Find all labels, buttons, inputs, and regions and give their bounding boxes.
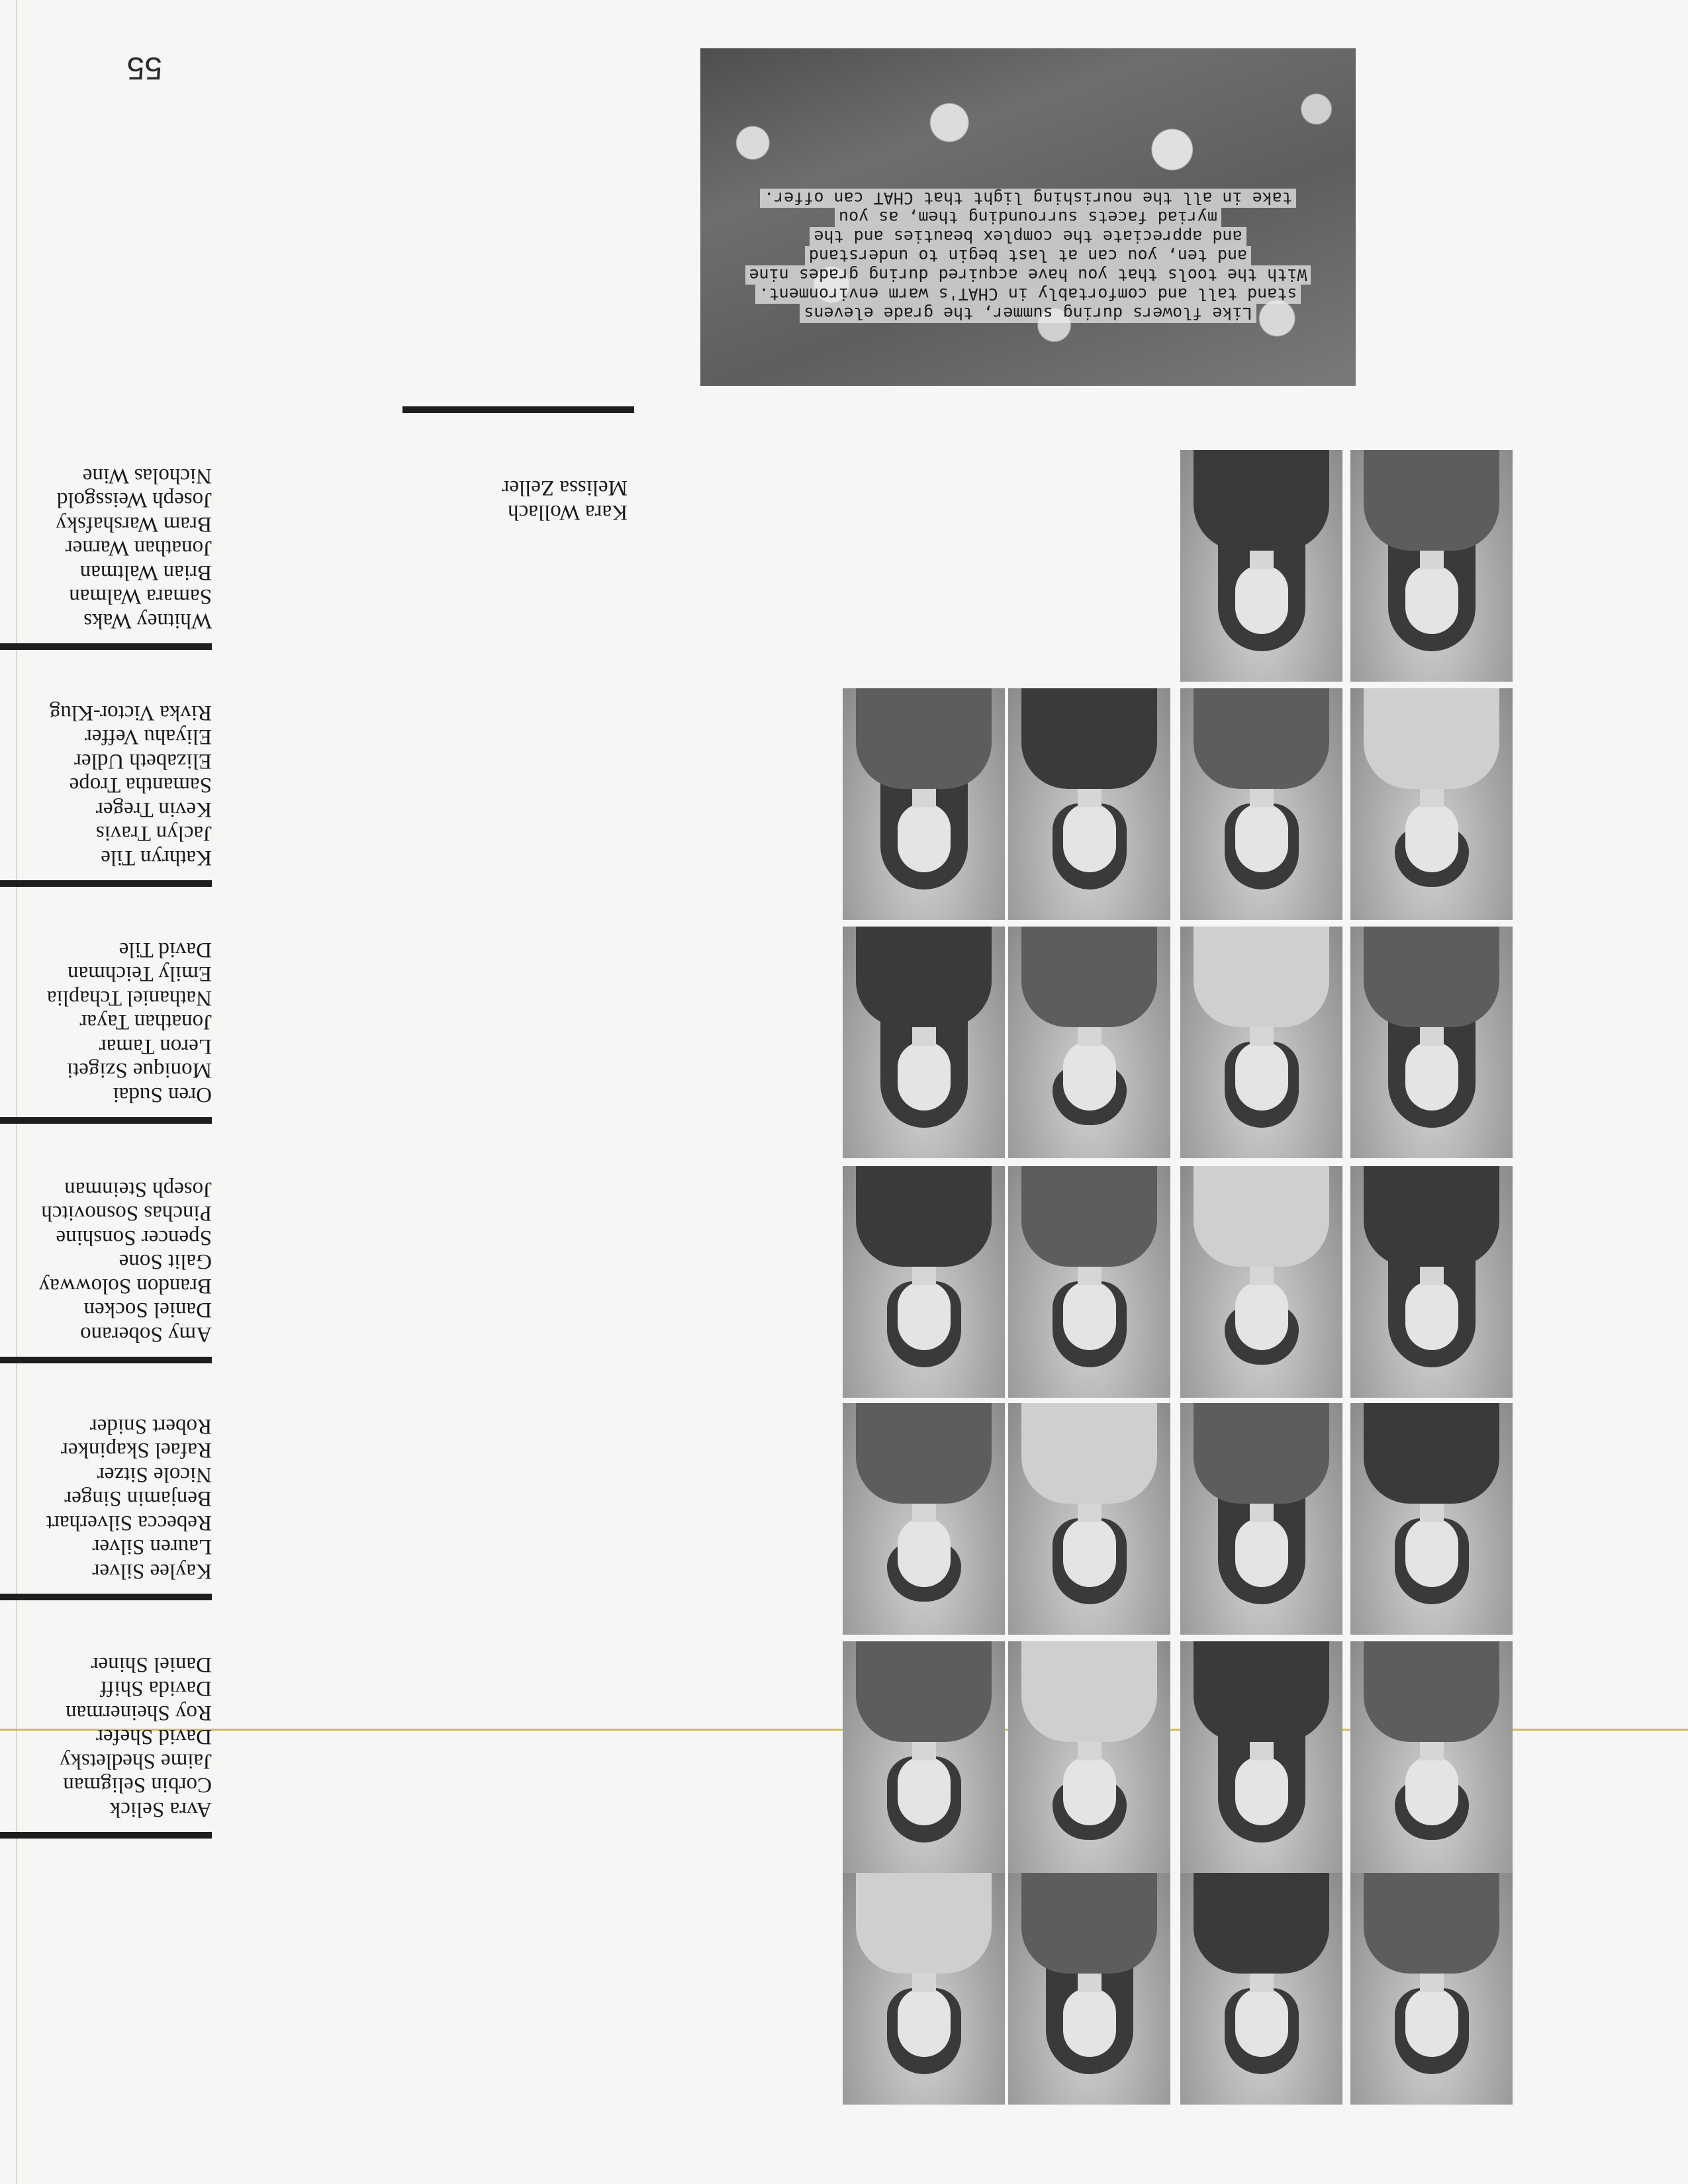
student-portrait — [1350, 1873, 1513, 2105]
portrait-face — [898, 1042, 951, 1111]
student-name: Joseph Weissgold — [56, 488, 212, 512]
student-name: Avra Selick — [109, 1797, 212, 1821]
student-name: Benjamin Singer — [64, 1486, 212, 1511]
student-portrait — [1180, 688, 1342, 920]
student-name: Daniel Socken — [83, 1298, 212, 1322]
student-name: Kaylee Silver — [92, 1559, 212, 1583]
portrait-body — [1194, 1873, 1329, 1974]
student-name: Rivka Victor-Klug — [49, 701, 212, 725]
student-portrait — [1008, 688, 1170, 920]
portrait-body — [1021, 1403, 1157, 1504]
portrait-face — [1405, 1281, 1458, 1350]
portrait-body — [1194, 1641, 1329, 1742]
student-name: Bram Warshafsky — [56, 512, 212, 536]
portrait-face — [1235, 803, 1288, 872]
portrait-face — [1063, 1281, 1116, 1350]
caption-text — [720, 189, 1336, 323]
portrait-face — [1235, 1042, 1288, 1111]
student-name: Rafael Skapinker — [60, 1438, 212, 1463]
portrait-face — [898, 1518, 951, 1587]
student-portrait — [1180, 450, 1342, 682]
portrait-face — [1063, 1518, 1116, 1587]
student-portrait — [1008, 1166, 1170, 1398]
student-portrait — [843, 688, 1005, 920]
portrait-face — [1405, 803, 1458, 872]
student-portrait — [1180, 1873, 1342, 2105]
student-name: Jonathan Warner — [65, 536, 212, 561]
student-name: Lauren Silver — [92, 1535, 212, 1559]
student-name: Davida Shiff — [100, 1676, 212, 1701]
portrait-face — [1063, 1042, 1116, 1111]
student-name: Jonathan Tayar — [79, 1010, 212, 1034]
caption-line: take in all the nourishing light that CHAT can offer. — [760, 189, 1296, 208]
portrait-body — [856, 1641, 992, 1742]
student-portrait — [843, 927, 1005, 1158]
student-name: Galit Sone — [118, 1250, 212, 1274]
name-list-5 — [50, 701, 212, 870]
student-portrait — [1008, 927, 1170, 1158]
portrait-body — [1364, 927, 1499, 1027]
student-name: Kevin Treger — [95, 797, 212, 821]
name-block-divider — [0, 1117, 212, 1124]
student-name: Pinchas Sosnovitch — [41, 1201, 212, 1226]
student-name: Corbin Seligman — [63, 1773, 212, 1797]
portrait-body — [856, 1403, 992, 1504]
student-portrait — [1350, 1641, 1513, 1873]
name-list-2 — [46, 1414, 212, 1584]
portrait-face — [898, 1756, 951, 1825]
student-portrait — [1350, 450, 1513, 682]
student-name: Elizabeth Udler — [74, 749, 212, 773]
name-list-4 — [47, 938, 212, 1107]
name-list-1 — [60, 1653, 212, 1822]
student-name: Robert Snider — [89, 1414, 212, 1438]
portrait-face — [1405, 1042, 1458, 1111]
student-portrait — [843, 1403, 1005, 1635]
student-name: Kathryn Tile — [101, 846, 212, 870]
caption-line: and ten, you can at last begin to understand — [805, 246, 1251, 265]
student-portrait — [843, 1873, 1005, 2105]
caption-line: myriad facets surrounding them, as you — [835, 208, 1221, 227]
student-name: Monique Szigeti — [66, 1058, 212, 1083]
portrait-body — [1194, 1166, 1329, 1267]
student-portrait — [1180, 1641, 1342, 1873]
student-name: Kara Wollach — [508, 500, 628, 524]
portrait-face — [1063, 1756, 1116, 1825]
daffodil-photo-caption — [700, 48, 1356, 386]
student-portrait — [1180, 927, 1342, 1158]
page-edge — [16, 0, 17, 2184]
portrait-face — [898, 1988, 951, 2057]
portrait-face — [1063, 803, 1116, 872]
student-name: Roy Sheinerman — [66, 1701, 212, 1725]
name-list-7 — [502, 476, 628, 524]
portrait-body — [856, 1166, 992, 1267]
portrait-face — [1063, 1988, 1116, 2057]
student-name: Oren Sudai — [113, 1083, 212, 1107]
student-portrait — [1350, 1403, 1513, 1635]
student-name: Nathaniel Tchaplia — [46, 986, 212, 1010]
portrait-body — [856, 927, 992, 1027]
student-portrait — [843, 1166, 1005, 1398]
portrait-face — [1405, 1756, 1458, 1825]
student-name: Melissa Zeller — [502, 476, 628, 500]
name-list-3 — [39, 1177, 212, 1347]
caption-line: stand tall and comfortably in CHAT's warm environment. — [755, 285, 1301, 304]
student-portrait — [1008, 1403, 1170, 1635]
portrait-body — [1021, 1873, 1157, 1974]
student-name: Nicole Sitzer — [97, 1463, 212, 1486]
portrait-body — [1364, 1641, 1499, 1742]
student-name: David Shefer — [95, 1725, 212, 1749]
name-block-divider — [402, 406, 634, 413]
portrait-body — [1194, 688, 1329, 789]
name-list-6 — [56, 464, 212, 633]
student-portrait — [1008, 1873, 1170, 2105]
student-name: Rebecca Silverhart — [46, 1511, 212, 1535]
portrait-body — [856, 1873, 992, 1974]
student-name: Jaclyn Travis — [95, 821, 212, 846]
name-block-divider — [0, 643, 212, 650]
student-portrait — [1350, 927, 1513, 1158]
student-name: Emily Teichman — [68, 962, 212, 986]
portrait-body — [1194, 927, 1329, 1027]
student-name: Joseph Steinman — [64, 1177, 212, 1201]
student-name: Samantha Trope — [69, 773, 212, 797]
portrait-body — [1364, 1166, 1499, 1267]
portrait-body — [1021, 1641, 1157, 1742]
name-block-divider — [0, 1357, 212, 1363]
portrait-body — [1194, 450, 1329, 551]
caption-line: Like flowers during summer, the grade elevens — [800, 304, 1256, 323]
name-block-divider — [0, 1832, 212, 1839]
student-portrait — [1008, 1641, 1170, 1873]
portrait-face — [1405, 1518, 1458, 1587]
student-name: David Tile — [118, 938, 212, 962]
portrait-face — [1235, 1756, 1288, 1825]
portrait-body — [1021, 1166, 1157, 1267]
student-portrait — [1350, 688, 1513, 920]
student-name: Whitney Waks — [83, 609, 212, 633]
portrait-body — [1364, 1873, 1499, 1974]
student-name: Jaime Shedletsky — [59, 1749, 212, 1773]
student-portrait — [1180, 1166, 1342, 1398]
student-name: Leron Tamar — [99, 1034, 212, 1058]
portrait-body — [856, 688, 992, 789]
student-name: Brandon Solowway — [38, 1274, 212, 1298]
portrait-body — [1364, 450, 1499, 551]
name-block-divider — [0, 1594, 212, 1600]
portrait-body — [1194, 1403, 1329, 1504]
portrait-face — [1405, 1988, 1458, 2057]
caption-line: With the tools that you have acquired during grades nine — [745, 265, 1311, 285]
student-name: Samara Walman — [69, 584, 212, 609]
student-name: Spencer Sonshine — [56, 1226, 212, 1250]
student-name: Eliyahu Veffer — [84, 725, 212, 749]
student-name: Daniel Shiner — [91, 1653, 212, 1676]
portrait-face — [1235, 565, 1288, 634]
portrait-body — [1364, 688, 1499, 789]
student-name: Amy Soberano — [80, 1322, 212, 1346]
student-name: Nicholas Wine — [82, 464, 212, 488]
portrait-body — [1021, 688, 1157, 789]
page-number: 55 — [126, 50, 162, 85]
portrait-face — [1235, 1281, 1288, 1350]
portrait-body — [1364, 1403, 1499, 1504]
portrait-face — [1405, 565, 1458, 634]
portrait-face — [898, 803, 951, 872]
portrait-face — [1235, 1988, 1288, 2057]
student-portrait — [1350, 1166, 1513, 1398]
student-portrait — [843, 1641, 1005, 1873]
portrait-face — [898, 1281, 951, 1350]
portrait-body — [1021, 927, 1157, 1027]
name-block-divider — [0, 880, 212, 887]
student-portrait — [1180, 1403, 1342, 1635]
portrait-face — [1235, 1518, 1288, 1587]
student-name: Brian Waltman — [79, 561, 212, 584]
caption-line: and appreciate the complex beauties and the — [810, 227, 1246, 246]
